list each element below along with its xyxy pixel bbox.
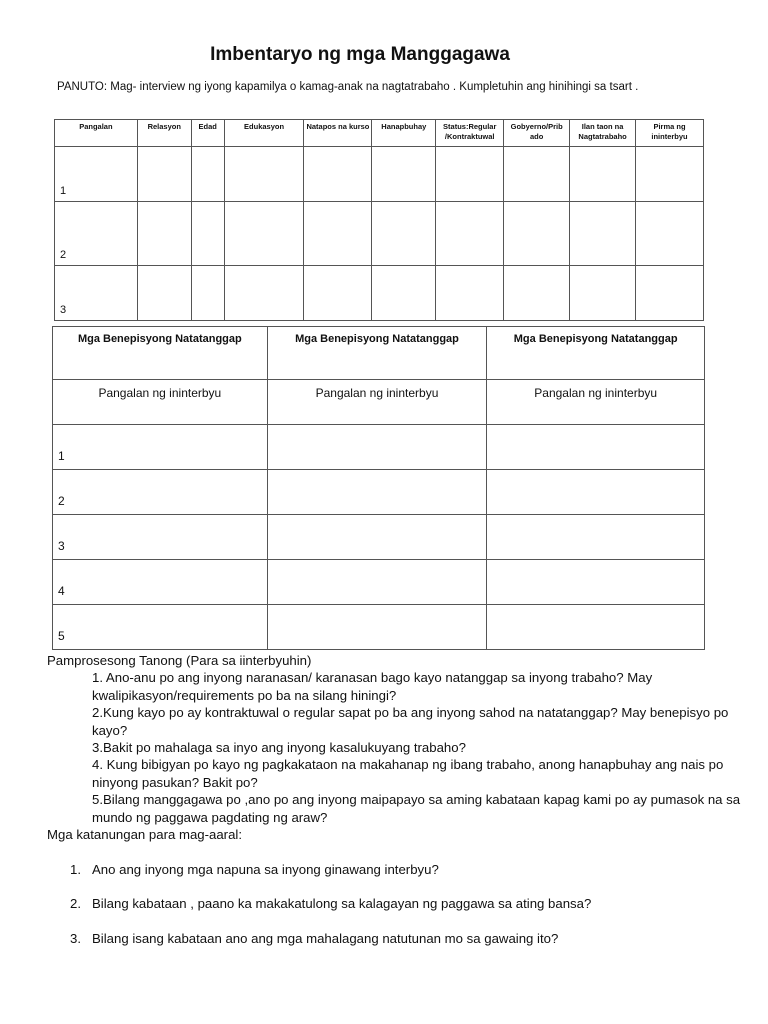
header-relasyon: Relasyon <box>137 120 191 147</box>
student-question <box>70 931 558 946</box>
header-pirma: Pirma ng ininterbyu <box>636 120 704 147</box>
instruction-text: PANUTO: Mag- interview ng iyong kapamilya o kamag-anak na nagtatrabaho . Kumpletuhin ang hinihingi sa tsart . <box>57 81 639 93</box>
processing-question: 2.Kung kayo po ay kontraktuwal o regular sapat po ba ang inyong sahod na natatanggap? May benepisyo po kayo? <box>92 705 729 738</box>
processing-heading: Pamprosesong Tanong (Para sa iinterbyuhin) <box>47 653 312 668</box>
question-text: Bilang isang kabataan ano ang mga mahalagang natutunan mo sa gawaing ito? <box>92 931 559 946</box>
table-row <box>55 266 704 321</box>
row-number: 1 <box>53 425 268 470</box>
header-edad: Edad <box>191 120 224 147</box>
question-text: Bilang kabataan , paano ka makakatulong sa kalagayan ng paggawa sa ating bansa? <box>92 896 592 911</box>
row-number: 1 <box>55 147 138 202</box>
header-hanapbuhay: Hanapbuhay <box>372 120 436 147</box>
row-number: 4 <box>53 560 268 605</box>
row-number: 3 <box>53 515 268 560</box>
question-number: 3. <box>70 931 81 946</box>
processing-questions <box>47 652 747 843</box>
question-number: 2. <box>70 896 81 911</box>
table-row <box>53 425 705 470</box>
header-natapos-na-kurso: Natapos na kurso <box>304 120 372 147</box>
header-gobyerno-pribado: Gobyerno/Prib ado <box>504 120 570 147</box>
header-ilan-taon: Ilan taon na Nagtatrabaho <box>570 120 636 147</box>
question-text: Ano ang inyong mga napuna sa inyong ginawang interbyu? <box>92 862 439 877</box>
row-number: 2 <box>53 470 268 515</box>
header-edukasyon: Edukasyon <box>224 120 304 147</box>
student-question <box>70 862 439 877</box>
table-row <box>53 515 705 560</box>
table-row <box>53 560 705 605</box>
table-row <box>53 470 705 515</box>
table-row <box>53 605 705 650</box>
row-number: 2 <box>55 202 138 266</box>
question-number: 1. <box>70 862 81 877</box>
table-row <box>55 202 704 266</box>
page-title: Imbentaryo ng mga Manggagawa <box>210 44 510 65</box>
interviewee-name-header: Pangalan ng ininterbyu <box>53 380 268 425</box>
worker-inventory-table <box>54 119 704 321</box>
processing-question: 4. Kung bibigyan po kayo ng pagkakataon na makahanap ng ibang trabaho, anong hanapbuhay ang nais po ninyong pasukan? Bakit po? <box>92 757 724 790</box>
benefits-table <box>52 326 705 650</box>
benefits-header: Mga Benepisyong Natatanggap <box>487 327 705 380</box>
interviewee-name-header: Pangalan ng ininterbyu <box>487 380 705 425</box>
processing-question: 1. Ano-anu po ang inyong naranasan/ karanasan bago kayo natanggap sa inyong trabaho? May kwalipikasyon/requirements po ba na silang hiningi? <box>92 670 653 703</box>
table-row <box>55 147 704 202</box>
header-pangalan: Pangalan <box>55 120 138 147</box>
students-heading: Mga katanungan para mag-aaral: <box>47 827 243 843</box>
interviewee-name-header: Pangalan ng ininterbyu <box>267 380 487 425</box>
benefits-header: Mga Benepisyong Natatanggap <box>267 327 487 380</box>
processing-question: 3.Bakit po mahalaga sa inyo ang inyong kasalukuyang trabaho? <box>92 740 466 756</box>
row-number: 3 <box>55 266 138 321</box>
student-question <box>70 896 591 911</box>
header-status: Status:Regular /Kontraktuwal <box>436 120 504 147</box>
row-number: 5 <box>53 605 268 650</box>
benefits-header: Mga Benepisyong Natatanggap <box>53 327 268 380</box>
processing-question: 5.Bilang manggagawa po ,ano po ang inyong maipapayo sa aming kabataan kapag kami po ay pumasok na sa mundo ng paggawa pagdating ng araw? <box>92 792 741 825</box>
